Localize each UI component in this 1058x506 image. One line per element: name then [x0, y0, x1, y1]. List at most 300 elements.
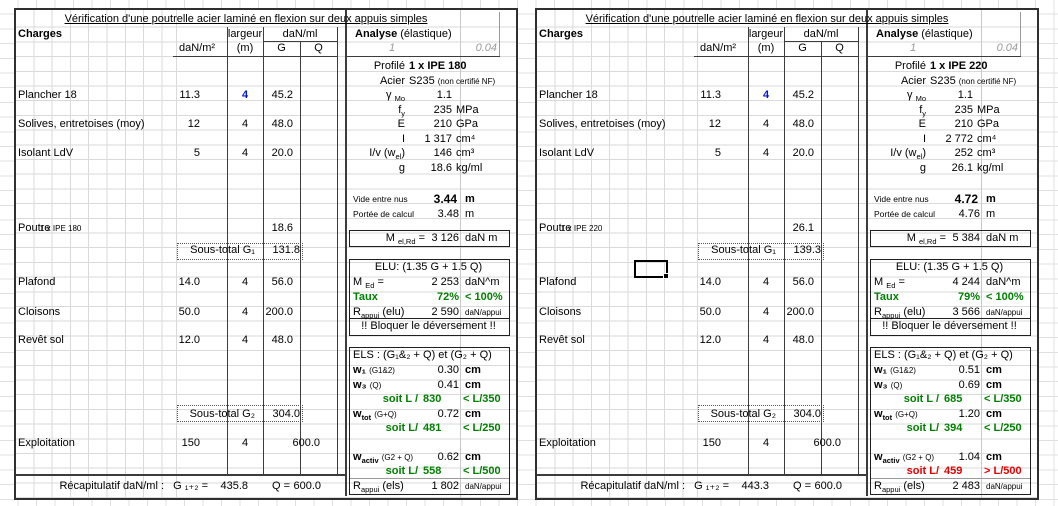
charge-danm2-cell[interactable]: 50.0 [178, 305, 200, 318]
charges-row-isolant [16, 146, 516, 161]
charge-label: Poutre [18, 222, 51, 234]
charge-label: Plancher 18 [18, 89, 77, 101]
recap-q-value[interactable]: 600.0 [814, 480, 842, 492]
iv-value[interactable]: 146 [433, 147, 452, 159]
recap-row [16, 479, 516, 494]
profile-row [537, 59, 1037, 74]
charge-label: Isolant LdV [539, 147, 595, 159]
charge-danm2-cell[interactable]: 12.0 [699, 334, 721, 346]
charge-q-cell[interactable]: 600.0 [292, 437, 320, 449]
soit2-label: soit L/ [385, 422, 418, 434]
charge-danm2-cell[interactable]: 14.0 [178, 276, 200, 288]
gamma-value[interactable]: 1.1 [957, 89, 973, 101]
sheet-title: Vérification d'une poutrelle acier laminé en flexion sur deux appuis simples [585, 13, 949, 25]
g-header: G [277, 42, 286, 54]
steel-row [16, 74, 516, 89]
soit3-label: soit L/ [385, 465, 418, 477]
charge-label: Cloisons [539, 305, 582, 318]
profile-row [16, 59, 516, 74]
analyse-header-underline [866, 56, 1021, 57]
charge-largeur-cell[interactable]: 4 [241, 276, 249, 288]
steel-value[interactable]: S235 (non certifié NF) [930, 74, 1017, 87]
vide-unit: m [465, 193, 475, 205]
charge-label: Plancher 18 [539, 89, 598, 101]
soit1-label: soit L / [382, 393, 418, 405]
vide-value[interactable]: 4.72 [954, 192, 978, 206]
w3-unit: cm [465, 378, 481, 391]
analyse-header: Analyse (élastique) [355, 28, 452, 40]
warning-row [537, 319, 1037, 334]
soit2-value[interactable]: 394 [944, 422, 963, 434]
portee-value[interactable]: 4.76 [958, 207, 980, 220]
header-row-2 [537, 41, 1037, 56]
e-label: E [918, 118, 926, 130]
w1-unit: cm [986, 364, 1002, 376]
recap-g-value[interactable]: 435.8 [220, 480, 248, 492]
taux-comparison: < 100% [986, 291, 1024, 303]
melrd-value[interactable]: 3 126 [431, 232, 459, 244]
worksheet-panel-left [14, 8, 518, 500]
w1-unit: cm [465, 364, 481, 376]
charge-largeur-cell[interactable]: 4 [762, 334, 770, 346]
charges-row-solives [537, 117, 1037, 132]
w3-value[interactable]: 0.69 [958, 378, 980, 391]
charge-g-cell[interactable]: 20.0 [271, 147, 293, 159]
elu-header-row [16, 260, 516, 275]
danm2-header: daN/m² [178, 42, 216, 54]
charge-largeur-input[interactable]: 4 [762, 89, 770, 101]
med-unit: daN^m [465, 276, 500, 288]
wactiv-value[interactable]: 1.04 [958, 451, 980, 463]
i-value[interactable]: 2 772 [945, 132, 973, 145]
charge-danm2-cell[interactable]: 5 [714, 147, 721, 159]
rappui-els-label: $R_{appui}$ (els) [874, 480, 925, 495]
warning-row [16, 319, 516, 334]
g-header: G [798, 42, 807, 54]
charge-largeur-input[interactable]: 4 [241, 89, 249, 101]
wtot-value[interactable]: 0.72 [437, 407, 459, 420]
taux-value[interactable]: 72% [436, 291, 459, 303]
charge-danm2-cell[interactable]: 150 [702, 437, 721, 449]
charges-row-revet [16, 333, 516, 348]
w3-unit: cm [986, 378, 1002, 391]
iv-label: I/v $(w_{el})$ [369, 147, 405, 162]
q-header: Q [835, 42, 844, 54]
taux-comparison: < 100% [465, 291, 503, 303]
i-unit: cm⁴ [977, 132, 997, 145]
taux-value[interactable]: 79% [957, 291, 980, 303]
charges-row-exploitation [16, 436, 516, 451]
soit2-row [16, 421, 516, 436]
wtot-unit: cm [465, 407, 481, 420]
charge-largeur-cell[interactable]: 4 [241, 118, 249, 130]
melrd-value[interactable]: 5 384 [952, 232, 980, 244]
charges-header: Charges [18, 28, 63, 40]
worksheet-panel-right [535, 8, 1039, 500]
profile-label: Profilé [894, 60, 926, 72]
rappui-elu-label: $R_{appui}$ (elu) [353, 305, 405, 320]
charges-row-plafond [16, 275, 516, 290]
g-value[interactable]: 18.6 [430, 161, 452, 174]
recap-g-value[interactable]: 443.3 [741, 480, 769, 492]
danml-header: daN/ml [803, 28, 839, 40]
gamma-label: γ $_{Mo}$ [907, 89, 926, 104]
vide-value[interactable]: 3.44 [433, 192, 457, 206]
taux-row [537, 290, 1037, 305]
charge-g-cell[interactable]: 48.0 [792, 118, 814, 130]
charges-row-cloisons [537, 305, 1037, 320]
header-row-1 [537, 27, 1037, 42]
title-row [537, 12, 1037, 27]
med-unit: daN^m [986, 276, 1021, 288]
els-header: ELS : (G₁&₂ + Q) et (G₂ + Q) [874, 349, 1013, 361]
subtotal1-row [16, 243, 516, 258]
charge-largeur-cell[interactable]: 4 [241, 305, 249, 318]
fy-value[interactable]: 235 [954, 103, 973, 116]
i-label: I [922, 132, 926, 145]
wactiv-label: $w_{activ}$ (G2 + Q) [353, 451, 414, 466]
charges-row-plafond [537, 275, 1037, 290]
e-value[interactable]: 210 [433, 118, 452, 130]
subtotal2-label: Sous-total G₂ [189, 407, 255, 420]
soit1-comparison: < L/350 [463, 393, 501, 405]
portee-unit: m [465, 207, 475, 220]
charge-label: Cloisons [18, 305, 61, 318]
rappui-els-label: $R_{appui}$ (els) [353, 480, 404, 495]
els-header-row [16, 348, 516, 363]
rappui-elu-value[interactable]: 2 590 [431, 305, 459, 318]
melrd-label: M $_{el,Rd}$ = [385, 232, 425, 247]
charge-g-cell[interactable]: 48.0 [792, 334, 814, 346]
header-underline [694, 56, 859, 57]
charges-row-exploitation [537, 436, 1037, 451]
i-value[interactable]: 1 317 [424, 132, 452, 145]
charge-label: Revêt sol [539, 334, 585, 346]
g-unit: kg/ml [977, 161, 1004, 174]
charge-label: Poutre [539, 222, 572, 234]
charge-danm2-cell[interactable]: 12 [187, 118, 200, 130]
soit3-value[interactable]: 558 [423, 465, 442, 477]
subtotal2-row [16, 407, 516, 422]
soit2-value[interactable]: 481 [423, 422, 442, 434]
rappui-elu-unit: daN/appui [465, 307, 502, 317]
rappui-elu-label: $R_{appui}$ (elu) [874, 305, 926, 320]
e-label: E [397, 118, 405, 130]
m-header: (m) [236, 42, 254, 54]
vide-label: Vide entre nus [874, 194, 929, 204]
rappui-els-value[interactable]: 1 802 [431, 480, 459, 492]
subtotal1-row [537, 243, 1037, 258]
warning-text: !! Bloquer le déversement !! [882, 320, 1017, 332]
elu-header: ELU: (1.35 G + 1.5 Q) [374, 261, 483, 273]
charge-danm2-cell[interactable]: 5 [193, 147, 200, 159]
wactiv-row [537, 450, 1037, 465]
w1-value[interactable]: 0.30 [437, 364, 459, 376]
wactiv-label: $w_{activ}$ (G2 + Q) [874, 451, 935, 466]
gamma-value[interactable]: 1.1 [436, 89, 452, 101]
soit1-value[interactable]: 830 [423, 393, 442, 405]
subtotal2-row [537, 407, 1037, 422]
inertia-row [537, 132, 1037, 147]
charges-row-plancher [16, 88, 516, 103]
charge-g-cell[interactable]: 48.0 [271, 118, 293, 130]
charges-row-isolant [537, 146, 1037, 161]
wactiv-row [16, 450, 516, 465]
header-underline [173, 56, 338, 57]
charge-danm2-cell[interactable]: 11.3 [700, 89, 721, 101]
charges-row-solives [16, 117, 516, 132]
fy-label: $f_y$ [919, 103, 926, 118]
analyse-param-1[interactable]: 1 [909, 42, 917, 54]
soit1-label: soit L / [903, 393, 939, 405]
soit2-label: soit L/ [906, 422, 939, 434]
w3-label: w₃ (Q) [353, 378, 382, 391]
charge-danm2-cell[interactable]: 11.3 [179, 89, 200, 101]
steel-row [537, 74, 1037, 89]
charge-label: Isolant LdV [18, 147, 74, 159]
soit3-value[interactable]: 459 [944, 465, 963, 477]
soit1-row [16, 392, 516, 407]
soit3-row [537, 464, 1037, 479]
charge-label: Solives, entretoises (moy) [539, 118, 666, 130]
w1-label: w₁ (G1&2) [353, 364, 395, 376]
wactiv-unit: cm [986, 451, 1002, 463]
header-row-1 [16, 27, 516, 42]
subtotal2-value[interactable]: 304.0 [272, 407, 300, 420]
title-row [16, 12, 516, 27]
charge-g-cell[interactable]: 18.6 [271, 222, 293, 234]
charge-label: Plafond [18, 276, 56, 288]
fy-row [537, 103, 1037, 118]
i-unit: cm⁴ [456, 132, 476, 145]
elu-header-row [537, 260, 1037, 275]
rappui-els-unit: daN/appui [986, 482, 1023, 491]
subtotal2-label: Sous-total G₂ [710, 407, 776, 420]
rappui-els-unit: daN/appui [465, 482, 502, 491]
charge-danm2-cell[interactable]: 150 [181, 437, 200, 449]
analyse-param-2[interactable]: 0.04 [475, 42, 497, 54]
largeur-header: largeur [227, 28, 263, 40]
charges-row-cloisons [16, 305, 516, 320]
recap-row [537, 479, 1037, 494]
charge-label: Exploitation [539, 437, 596, 449]
subtotal2-value[interactable]: 304.0 [793, 407, 821, 420]
charge-g-cell[interactable]: 20.0 [792, 147, 814, 159]
soit3-label: soit L/ [906, 465, 939, 477]
fy-unit: MPa [456, 103, 479, 116]
soit3-comparison: > L/500 [984, 465, 1022, 477]
steel-label: Acier [379, 74, 405, 87]
charge-label: Plafond [539, 276, 577, 288]
taux-label: Taux [353, 291, 378, 303]
charge-largeur-cell[interactable]: 4 [762, 305, 770, 318]
subtotal1-value[interactable]: 139.3 [793, 244, 821, 256]
i-label: I [401, 132, 405, 145]
fy-row [16, 103, 516, 118]
charge-g-cell[interactable]: 45.2 [271, 89, 293, 101]
analyse-param-2[interactable]: 0.04 [996, 42, 1018, 54]
charge-q-cell[interactable]: 600.0 [813, 437, 841, 449]
w1-value[interactable]: 0.51 [958, 364, 980, 376]
subtotal1-value[interactable]: 131.8 [272, 244, 300, 256]
wtot-label: $w_{tot}$ (G+Q) [353, 407, 397, 422]
recap-g-label: G ₁₊₂ = [694, 480, 729, 492]
soit2-comparison: < L/250 [463, 422, 501, 434]
charge-sublabel: 1 x IPE 220 [561, 224, 603, 233]
charge-largeur-cell[interactable]: 4 [762, 147, 770, 159]
gamma-label: γ $_{Mo}$ [386, 89, 405, 104]
charge-sublabel: 1 x IPE 180 [40, 224, 82, 233]
soit2-comparison: < L/250 [984, 422, 1022, 434]
soit3-row [16, 464, 516, 479]
recap-q-value[interactable]: 600.0 [293, 480, 321, 492]
q-header: Q [314, 42, 323, 54]
rappui-elu-unit: daN/appui [986, 307, 1023, 317]
fy-value[interactable]: 235 [433, 103, 452, 116]
melrd-unit: daN m [986, 232, 1019, 244]
fy-unit: MPa [977, 103, 1000, 116]
charge-g-cell[interactable]: 56.0 [792, 276, 814, 288]
recap-q-label: Q = [792, 480, 811, 492]
wtot-value[interactable]: 1.20 [958, 407, 980, 420]
wtot-unit: cm [986, 407, 1002, 420]
med-label: M $_{Ed}$ = [353, 276, 384, 291]
w1-row [16, 363, 516, 378]
gweight-row [16, 161, 516, 176]
rappui-els-value[interactable]: 2 483 [952, 480, 980, 492]
charges-header: Charges [539, 28, 584, 40]
wactiv-unit: cm [465, 451, 481, 463]
soit2-row [537, 421, 1037, 436]
vide-row [537, 192, 1037, 207]
e-unit: GPa [456, 118, 479, 130]
inertia-row [16, 132, 516, 147]
soit3-comparison: < L/500 [463, 465, 501, 477]
w1-label: w₁ (G1&2) [874, 364, 916, 376]
wactiv-value[interactable]: 0.62 [437, 451, 459, 463]
med-value[interactable]: 2 253 [431, 276, 459, 288]
header-row-2 [16, 41, 516, 56]
charge-largeur-cell[interactable]: 4 [241, 334, 249, 346]
vide-row [16, 192, 516, 207]
charge-largeur-cell[interactable]: 4 [762, 437, 770, 449]
charge-g-cell[interactable]: 200.0 [786, 305, 814, 318]
g-value[interactable]: 26.1 [951, 161, 973, 174]
g-label: g [398, 161, 405, 174]
analyse-header-underline [345, 56, 500, 57]
g-label: g [919, 161, 926, 174]
gweight-row [537, 161, 1037, 176]
iv-unit: cm³ [456, 147, 475, 159]
warning-text: !! Bloquer le déversement !! [361, 320, 496, 332]
soit1-row [537, 392, 1037, 407]
fy-label: $f_y$ [398, 103, 405, 118]
melrd-label: M $_{el,Rd}$ = [906, 232, 946, 247]
vide-label: Vide entre nus [353, 194, 408, 204]
charge-g-cell[interactable]: 45.2 [792, 89, 814, 101]
wtot-label: $w_{tot}$ (G+Q) [874, 407, 918, 422]
charge-danm2-cell[interactable]: 14.0 [699, 276, 721, 288]
danm2-header: daN/m² [699, 42, 737, 54]
analyse-header: Analyse (élastique) [876, 28, 973, 40]
charge-largeur-cell[interactable]: 4 [762, 118, 770, 130]
w3-row [16, 378, 516, 393]
med-value[interactable]: 4 244 [952, 276, 980, 288]
charges-row-plancher [537, 88, 1037, 103]
m-header: (m) [757, 42, 775, 54]
charge-label: Revêt sol [18, 334, 64, 346]
portee-unit: m [986, 207, 996, 220]
recap-q-label: Q = [271, 480, 290, 492]
recap-g-label: G ₁₊₂ = [173, 480, 208, 492]
charge-danm2-cell[interactable]: 50.0 [699, 305, 721, 318]
els-header: ELS : (G₁&₂ + Q) et (G₂ + Q) [353, 349, 492, 361]
recap-label: Récapitulatif daN/ml : [59, 480, 164, 492]
portee-label: Portée de calcul [874, 208, 935, 219]
soit1-value[interactable]: 685 [944, 393, 963, 405]
largeur-header: largeur [748, 28, 784, 40]
els-header-row [537, 348, 1037, 363]
charge-largeur-cell[interactable]: 4 [241, 437, 249, 449]
portee-label: Portée de calcul [353, 208, 414, 219]
portee-row [537, 207, 1037, 222]
portee-value[interactable]: 3.48 [437, 207, 459, 220]
w3-row [537, 378, 1037, 393]
portee-row [16, 207, 516, 222]
iv-unit: cm³ [977, 147, 996, 159]
analyse-param-1[interactable]: 1 [388, 42, 396, 54]
iv-value[interactable]: 252 [954, 147, 973, 159]
charge-g-cell[interactable]: 56.0 [271, 276, 293, 288]
charge-danm2-cell[interactable]: 12.0 [178, 334, 200, 346]
steel-label: Acier [900, 74, 926, 87]
med-label: M $_{Ed}$ = [874, 276, 905, 291]
steel-value[interactable]: S235 (non certifié NF) [409, 74, 496, 87]
g-unit: kg/ml [456, 161, 483, 174]
charge-label: Exploitation [18, 437, 75, 449]
iv-label: I/v $(w_{el})$ [890, 147, 926, 162]
e-unit: GPa [977, 118, 1000, 130]
charge-largeur-cell[interactable]: 4 [241, 147, 249, 159]
e-value[interactable]: 210 [954, 118, 973, 130]
rappui-elu-value[interactable]: 3 566 [952, 305, 980, 318]
sheet-title: Vérification d'une poutrelle acier laminé en flexion sur deux appuis simples [64, 13, 428, 25]
w1-row [537, 363, 1037, 378]
w3-label: w₃ (Q) [874, 378, 903, 391]
vide-unit: m [986, 193, 996, 205]
danml-header: daN/ml [282, 28, 318, 40]
elu-header: ELU: (1.35 G + 1.5 Q) [895, 261, 1004, 273]
soit1-comparison: < L/350 [984, 393, 1022, 405]
charge-g-cell[interactable]: 48.0 [271, 334, 293, 346]
subtotal1-label: Sous-total G₁ [190, 244, 255, 256]
recap-label: Récapitulatif daN/ml : [580, 480, 685, 492]
charges-row-revet [537, 333, 1037, 348]
melrd-unit: daN m [465, 232, 498, 244]
charge-g-cell[interactable]: 26.1 [792, 222, 814, 234]
profile-value[interactable]: 1 x IPE 180 [409, 60, 467, 72]
profile-label: Profilé [373, 60, 405, 72]
profile-value[interactable]: 1 x IPE 220 [930, 60, 988, 72]
charge-g-cell[interactable]: 200.0 [265, 305, 293, 318]
subtotal1-label: Sous-total G₁ [711, 244, 776, 256]
taux-label: Taux [874, 291, 899, 303]
charge-label: Solives, entretoises (moy) [18, 118, 145, 130]
w3-value[interactable]: 0.41 [437, 378, 459, 391]
charge-largeur-cell[interactable]: 4 [762, 276, 770, 288]
charge-danm2-cell[interactable]: 12 [708, 118, 721, 130]
taux-row [16, 290, 516, 305]
